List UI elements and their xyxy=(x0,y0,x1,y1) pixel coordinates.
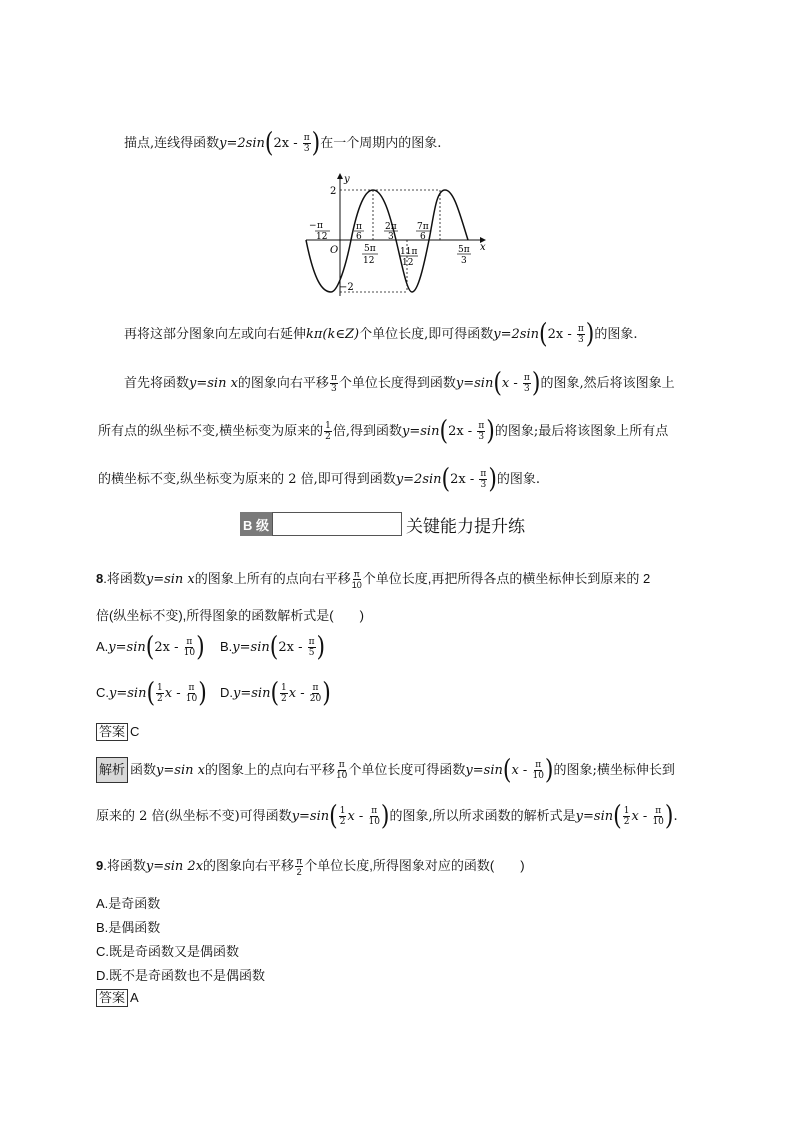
svg-text:12: 12 xyxy=(402,258,414,268)
svg-text:12: 12 xyxy=(316,232,328,242)
answer-value: C xyxy=(130,724,140,739)
q8-analysis-line-1: 解析 函数y=sin x的图象上的点向右平移 $\frac{\pi}{10}$ 个单位长度可得函数y=sin(x - $\frac{\pi}{10}$ )的图象;横坐标伸长到 xyxy=(96,757,675,783)
svg-text:12: 12 xyxy=(363,256,375,266)
q9-option-a: A.是奇函数 xyxy=(96,896,161,911)
paragraph-3-line-2: 所有点的纵坐标不变,横坐标变为原来的 $\frac{1}{2}$ 倍,得到函数y=sin(2x - $\frac{\pi}{3}$ )的图象;最后将该图象上所有点 xyxy=(98,415,669,447)
q8-option-b: B.y=sin(2x - $\frac{\pi}{5}$ ) xyxy=(220,631,326,663)
answer-tag: 答案 xyxy=(96,723,128,741)
q8-answer xyxy=(96,723,139,741)
text: 在一个周期内的图象. xyxy=(320,136,442,151)
level-badge: B 级 xyxy=(240,512,272,536)
svg-text:−: − xyxy=(309,221,317,231)
origin-label: O xyxy=(330,245,339,256)
text: 描点,连线得函数 xyxy=(124,136,220,151)
q8-line-1: 8.将函数y=sin x的图象上所有的点向右平移 $\frac{\pi}{10}$ 个单位长度,再把所得各点的横坐标伸长到原来的 2 xyxy=(96,569,651,591)
q9-option-c: C.既是奇函数又是偶函数 xyxy=(96,944,240,959)
svg-text:3: 3 xyxy=(461,256,467,266)
y-max-label: 2 xyxy=(330,186,337,197)
badge-box xyxy=(272,512,402,536)
q9-answer xyxy=(96,989,139,1007)
section-header xyxy=(240,512,525,536)
svg-text:π: π xyxy=(356,222,362,232)
x-label: x xyxy=(480,242,486,253)
curve xyxy=(306,190,468,292)
paragraph-1 xyxy=(124,127,442,159)
q8-line-2: 倍(纵坐标不变),所得图象的函数解析式是( ) xyxy=(96,608,364,623)
answer-tag: 答案 xyxy=(96,989,128,1007)
analysis-tag: 解析 xyxy=(96,757,128,783)
svg-text:5π: 5π xyxy=(458,245,470,255)
q8-option-a: A.y=sin(2x - $\frac{\pi}{10}$ ) xyxy=(96,631,205,663)
q8-analysis-line-2: 原来的 2 倍(纵坐标不变)可得函数y=sin( $\frac{1}{2}$ x - $\frac{\pi}{10}$ )的图象,所以所求函数的解析式是y=sin( $\frac{1}{2}$ x - $\frac{\pi}{10}$ ). xyxy=(96,800,678,832)
svg-text:π: π xyxy=(317,221,323,231)
svg-text:6: 6 xyxy=(356,232,362,242)
paragraph-3-line-3: 的横坐标不变,纵坐标变为原来的 2 倍,即可得到函数y=2sin(2x - $\frac{\pi}{3}$ )的图象. xyxy=(98,463,541,495)
q9-option-b: B.是偶函数 xyxy=(96,920,161,935)
svg-text:7π: 7π xyxy=(417,222,429,232)
paragraph-2: 再将这部分图象向左或向右延伸kπ(k∈Z)个单位长度,即可得函数y=2sin(2x - $\frac{\pi}{3}$ )的图象. xyxy=(124,318,638,350)
y-label: y xyxy=(344,174,350,185)
svg-text:2π: 2π xyxy=(385,222,397,232)
svg-text:6: 6 xyxy=(420,232,426,242)
q9-option-d: D.既不是奇函数也不是偶函数 xyxy=(96,968,266,983)
svg-text:3: 3 xyxy=(388,232,394,242)
formula: y=2sin(2x - $\frac{\pi}{3}$ ) xyxy=(219,127,321,159)
svg-text:5π: 5π xyxy=(364,244,376,254)
svg-text:11π: 11π xyxy=(400,247,418,257)
answer-value: A xyxy=(130,990,139,1005)
paragraph-3-line-1: 首先将函数y=sin x的图象向右平移 $\frac{\pi}{3}$ 个单位长度得到函数y=sin(x - $\frac{\pi}{3}$ )的图象,然后将该图象上 xyxy=(124,367,675,399)
sine-graph xyxy=(300,170,495,300)
q9-line-1: 9.将函数y=sin 2x的图象向右平移 $\frac{\pi}{2}$ 个单位长度,所得图象对应的函数( ) xyxy=(96,856,525,878)
y-min-label: −2 xyxy=(339,282,354,293)
section-title: 关键能力提升练 xyxy=(406,516,525,536)
q8-option-c: C.y=sin( $\frac{1}{2}$ x - $\frac{\pi}{10}$ ) xyxy=(96,677,207,709)
q8-option-d: D.y=sin( $\frac{1}{2}$ x - $\frac{\pi}{20}$ ) xyxy=(220,677,331,709)
